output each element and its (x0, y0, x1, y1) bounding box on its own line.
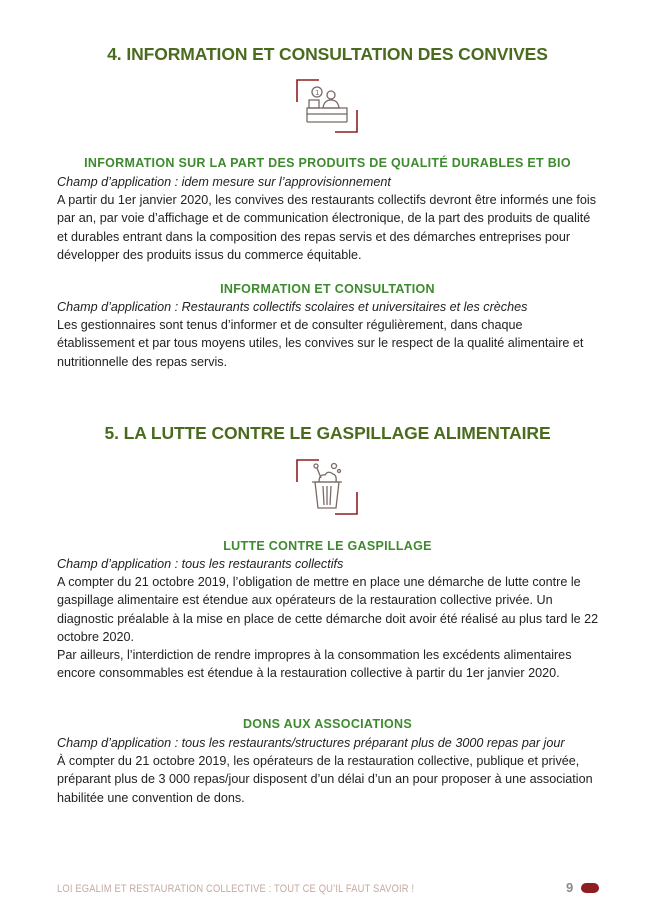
scope-text: Champ d’application : tous les restaurants collectifs (57, 557, 344, 571)
section-5-title: 5. LA LUTTE CONTRE LE GASPILLAGE ALIMENTAIRE (104, 423, 551, 443)
section-4-title: 4. INFORMATION ET CONSULTATION DES CONVIVES (107, 44, 548, 64)
scope-text: Champ d’application : tous les restaurants/structures préparant plus de 3000 repas par jour (57, 736, 565, 750)
block-waste-fight (57, 555, 602, 682)
footer-title: LOI EGALIM ET RESTAURATION COLLECTIVE : TOUT CE QU’IL FAUT SAVOIR ! (57, 883, 415, 895)
subheading-waste-fight: LUTTE CONTRE LE GASPILLAGE (223, 539, 432, 553)
block-information-consultation (57, 298, 602, 371)
block-quality-products (57, 173, 602, 264)
body-text: A compter du 21 octobre 2019, l’obligation de mettre en place une démarche de lutte contre le gaspillage alimentaire est étendue aux opérateurs de la restauration collective privée. Un diagnostic préalable à la mise en place de cette démarche doit avoir été réalisé au plus tard le 22 octobre 2020. (57, 575, 599, 644)
waste-bin-icon (295, 458, 359, 516)
person-at-desk-icon (295, 78, 359, 134)
page-number: 9 (566, 880, 574, 895)
body-text: Les gestionnaires sont tenus d’informer et de consulter régulièrement, dans chaque établissement et par tous moyens utiles, les convives sur le respect de la qualité alimentaire et nutritionnelle des repas servis. (57, 318, 584, 369)
scope-text: Champ d’application : idem mesure sur l’approvisionnement (57, 175, 391, 189)
subheading-quality-products: INFORMATION SUR LA PART DES PRODUITS DE QUALITÉ DURABLES ET BIO (84, 156, 571, 170)
page-marker (581, 883, 599, 893)
svg-text:1: 1 (315, 89, 320, 97)
body-text: Par ailleurs, l’interdiction de rendre impropres à la consommation les excédents alimentaires encore consommables est étendue à la restauration collective à partir du 1er janvier 2020. (57, 648, 572, 681)
body-text: A partir du 1er janvier 2020, les convives des restaurants collectifs devront être informés une fois par an, par voie d’affichage et de communication électronique, de la part des produits de qualité et durables entrant dans la composition des repas servis et des démarches entreprises pour développer des produits issus du commerce équitable. (57, 193, 597, 262)
block-donations (57, 734, 602, 807)
subheading-donations: DONS AUX ASSOCIATIONS (242, 717, 413, 731)
body-text: À compter du 21 octobre 2019, les opérateurs de la restauration collective, publique et privée, préparant plus de 3 000 repas/jour disposent d’un délai d’un an pour proposer à une association habilitée une convention de dons. (57, 754, 593, 805)
scope-text: Champ d’application : Restaurants collectifs scolaires et universitaires et les crèches (57, 300, 528, 314)
subheading-information-consultation: INFORMATION ET CONSULTATION (220, 282, 435, 296)
